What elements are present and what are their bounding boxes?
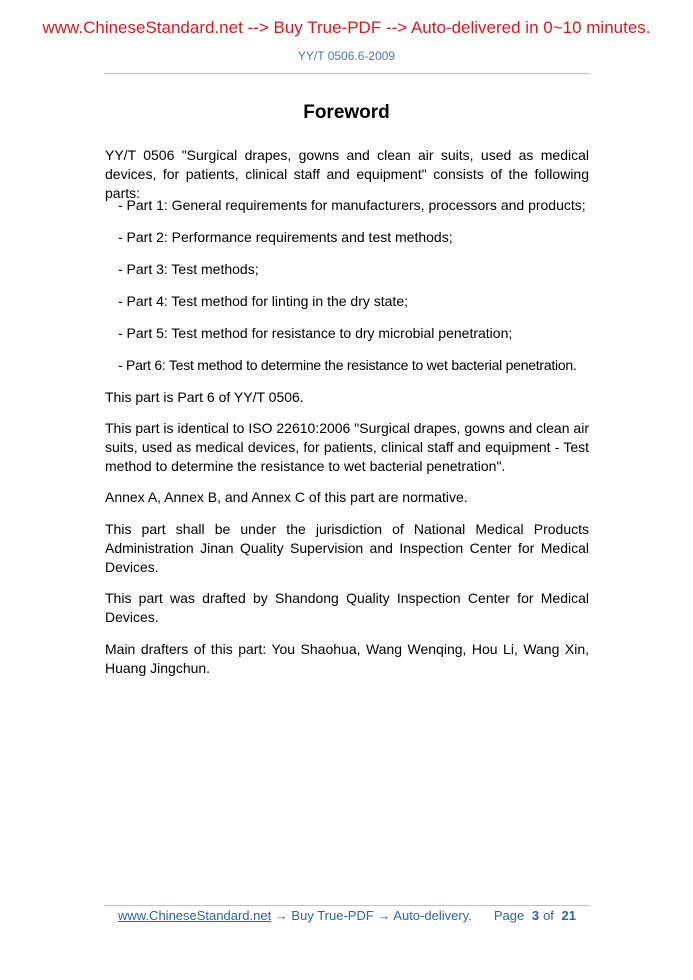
list-item-part-1: - Part 1: General requirements for manufacturers, processors and products; [118,197,586,213]
annex-paragraph: Annex A, Annex B, and Annex C of this part are normative. [105,489,468,505]
drafters-paragraph: Main drafters of this part: You Shaohua, Wang Wenqing, Hou Li, Wang Xin, Huang Jingchun. [105,641,589,676]
page-total: 21 [561,908,576,923]
drafted-paragraph: This part was drafted by Shandong Quality Inspection Center for Medical Devices. [105,590,589,625]
list-item-part-6: - Part 6: Test method to determine the resistance to wet bacterial penetration. [118,357,577,373]
header-divider [104,73,590,74]
footer-link[interactable]: www.ChineseStandard.net [118,908,272,923]
this-part-paragraph: This part is Part 6 of YY/T 0506. [105,389,304,405]
list-item-part-2: - Part 2: Performance requirements and test methods; [118,229,453,245]
intro-paragraph: YY/T 0506 "Surgical drapes, gowns and clean air suits, used as medical devices, for patients, clinical staff and equipment" consists of the following parts: [105,147,589,201]
page-label: Page [493,908,525,923]
standard-number: YY/T 0506.6-2009 [297,49,396,63]
page-title: Foreword [303,102,390,123]
jurisdiction-paragraph: This part shall be under the jurisdiction of National Medical Products Administration Jinan Quality Supervision and Inspection Center for Medical Devices. [105,521,589,575]
list-item-part-4: - Part 4: Test method for linting in the dry state; [118,293,408,309]
list-item-part-3: - Part 3: Test methods; [118,261,259,277]
footer [118,908,580,923]
footer-text: → Buy True-PDF → Auto-delivery. [271,908,472,923]
footer-divider [104,905,590,906]
page-number: 3 [531,908,540,923]
page-indicator [494,908,580,923]
identical-paragraph: This part is identical to ISO 22610:2006 "Surgical drapes, gowns and clean air suits, used as medical devices, for patients, clinical staff and equipment - Test method to determine the resistance to wet bacterial penetration". [105,420,589,474]
list-item-part-5: - Part 5: Test method for resistance to dry microbial penetration; [118,325,513,341]
promo-banner[interactable]: www.ChineseStandard.net --> Buy True-PDF --> Auto-delivered in 0~10 minutes. [42,18,651,37]
of-label: of [543,908,554,923]
